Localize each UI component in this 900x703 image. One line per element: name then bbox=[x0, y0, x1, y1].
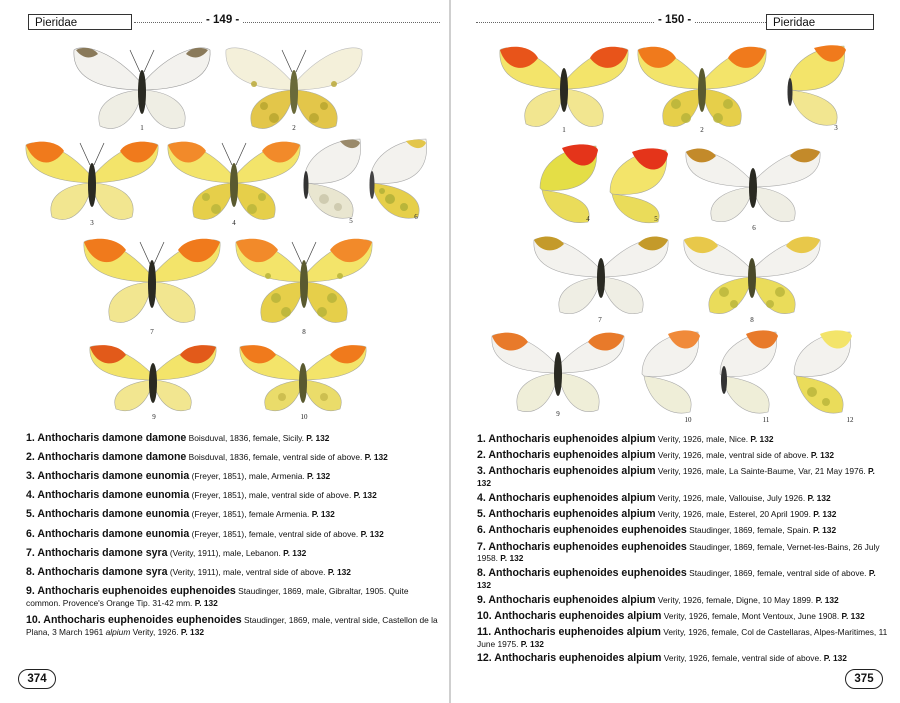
specimen-figure bbox=[636, 44, 768, 132]
figure-number: 2 bbox=[700, 126, 704, 134]
figure-number: 7 bbox=[150, 328, 154, 336]
caption: 3. Anthocharis damone eunomia (Freyer, 1851), male, Armenia. P. 132 bbox=[26, 470, 331, 483]
specimen-figure bbox=[490, 330, 626, 416]
page-number-top: - 150 - bbox=[654, 14, 695, 26]
caption-list bbox=[477, 433, 889, 669]
page-number-top: - 149 - bbox=[202, 14, 243, 26]
figure-number: 9 bbox=[556, 410, 560, 418]
specimen-plate bbox=[0, 0, 450, 430]
specimen-figure bbox=[638, 330, 702, 420]
figure-number: 8 bbox=[302, 328, 306, 336]
figure-number: 1 bbox=[562, 126, 566, 134]
caption: 7. Anthocharis damone syra (Verity, 1911), male, Lebanon. P. 132 bbox=[26, 546, 307, 559]
caption: 9. Anthocharis euphenoides euphenoides Staudinger, 1869, male, Gibraltar, 1905. Quite common. Provence's Orange Tip. 31-42 mm. P. 132 bbox=[26, 584, 409, 608]
specimen-figure bbox=[24, 139, 160, 224]
figure-number: 10 bbox=[684, 416, 692, 424]
caption: 6. Anthocharis euphenoides euphenoides Staudinger, 1869, female, Spain. P. 132 bbox=[477, 524, 837, 537]
figure-number: 2 bbox=[292, 124, 296, 132]
caption: 12. Anthocharis euphenoides alpium Verity, 1926, female, ventral side of above. P. 132 bbox=[477, 652, 847, 665]
page-number-bottom: 374 bbox=[18, 669, 56, 689]
caption: 5. Anthocharis damone eunomia (Freyer, 1851), female Armenia. P. 132 bbox=[26, 508, 335, 521]
figure-number: 4 bbox=[232, 219, 236, 227]
figure-number: 7 bbox=[598, 316, 602, 324]
caption-list bbox=[26, 432, 438, 644]
specimen-figure bbox=[366, 137, 430, 225]
right-page bbox=[450, 0, 900, 703]
family-header: Pieridae bbox=[766, 14, 874, 30]
figure-number: 8 bbox=[750, 316, 754, 324]
figure-number: 1 bbox=[140, 124, 144, 132]
specimen-figure bbox=[88, 343, 218, 415]
caption: 3. Anthocharis euphenoides alpium Verity, 1926, male, La Sainte-Baume, Var, 21 May 1976. P. 132 bbox=[477, 465, 875, 489]
specimen-figure bbox=[784, 44, 848, 132]
figure-number: 5 bbox=[349, 217, 353, 225]
caption: 10. Anthocharis euphenoides alpium Verity, 1926, female, Mont Ventoux, June 1908. P. 132 bbox=[477, 609, 865, 622]
specimen-figure bbox=[498, 44, 630, 132]
figure-number: 11 bbox=[762, 416, 770, 424]
caption: 1. Anthocharis damone damone Boisduval, 1836, female, Sicily. P. 132 bbox=[26, 432, 330, 444]
figure-number: 12 bbox=[846, 416, 854, 424]
caption: 10. Anthocharis euphenoides euphenoides Staudinger, 1869, male, ventral side, Castellon de la Plana, 3 March 1961 alpium Verity, 1926. P. 132 bbox=[26, 614, 438, 638]
figure-number: 9 bbox=[152, 413, 156, 421]
caption: 7. Anthocharis euphenoides euphenoides Staudinger, 1869, female, Vernet-les-Bains, 26 July 1958. P. 132 bbox=[477, 540, 880, 564]
specimen-figure bbox=[790, 330, 854, 420]
figure-number: 6 bbox=[414, 213, 418, 221]
page-number-bottom: 375 bbox=[845, 669, 883, 689]
caption: 4. Anthocharis euphenoides alpium Verity, 1926, male, Vallouise, July 1926. P. 132 bbox=[477, 491, 831, 504]
specimen-figure bbox=[716, 330, 780, 420]
figure-number: 4 bbox=[586, 215, 590, 223]
specimen-figure bbox=[234, 236, 374, 328]
caption: 11. Anthocharis euphenoides alpium Verity, 1926, female, Col de Castellaras, Alpes-Maritimes, 11 June 1975. P. 132 bbox=[477, 625, 888, 649]
specimen-figure bbox=[300, 137, 364, 225]
specimen-figure bbox=[224, 44, 364, 134]
specimen-figure bbox=[682, 234, 822, 318]
figure-number: 3 bbox=[834, 124, 838, 132]
specimen-figure bbox=[238, 343, 368, 415]
specimen-figure bbox=[166, 139, 302, 224]
figure-number: 3 bbox=[90, 219, 94, 227]
specimen-figure bbox=[72, 44, 212, 134]
caption: 6. Anthocharis damone eunomia (Freyer, 1851), female, ventral side of above. P. 132 bbox=[26, 527, 384, 540]
specimen-figure bbox=[82, 236, 222, 328]
caption: 8. Anthocharis damone syra (Verity, 1911), male, ventral side of above. P. 132 bbox=[26, 565, 351, 578]
caption: 5. Anthocharis euphenoides alpium Verity, 1926, male, Esterel, 20 April 1909. P. 132 bbox=[477, 508, 837, 521]
figure-number: 10 bbox=[300, 413, 308, 421]
caption: 8. Anthocharis euphenoides euphenoides Staudinger, 1869, female, ventral side of above. P. 132 bbox=[477, 567, 876, 590]
caption: 9. Anthocharis euphenoides alpium Verity, 1926, female, Digne, 10 May 1899. P. 132 bbox=[477, 593, 839, 606]
caption: 4. Anthocharis damone eunomia (Freyer, 1851), male, ventral side of above. P. 132 bbox=[26, 489, 377, 502]
caption: 1. Anthocharis euphenoides alpium Verity, 1926, male, Nice. P. 132 bbox=[477, 433, 774, 445]
specimen-figure bbox=[684, 146, 822, 226]
specimen-plate bbox=[450, 0, 900, 430]
caption: 2. Anthocharis euphenoides alpium Verity, 1926, male, ventral side of above. P. 132 bbox=[477, 449, 835, 462]
specimen-figure bbox=[532, 234, 670, 318]
caption: 2. Anthocharis damone damone Boisduval, 1836, female, ventral side of above. P. 132 bbox=[26, 451, 388, 464]
family-header: Pieridae bbox=[28, 14, 132, 30]
figure-number: 5 bbox=[654, 215, 658, 223]
figure-number: 6 bbox=[752, 224, 756, 232]
